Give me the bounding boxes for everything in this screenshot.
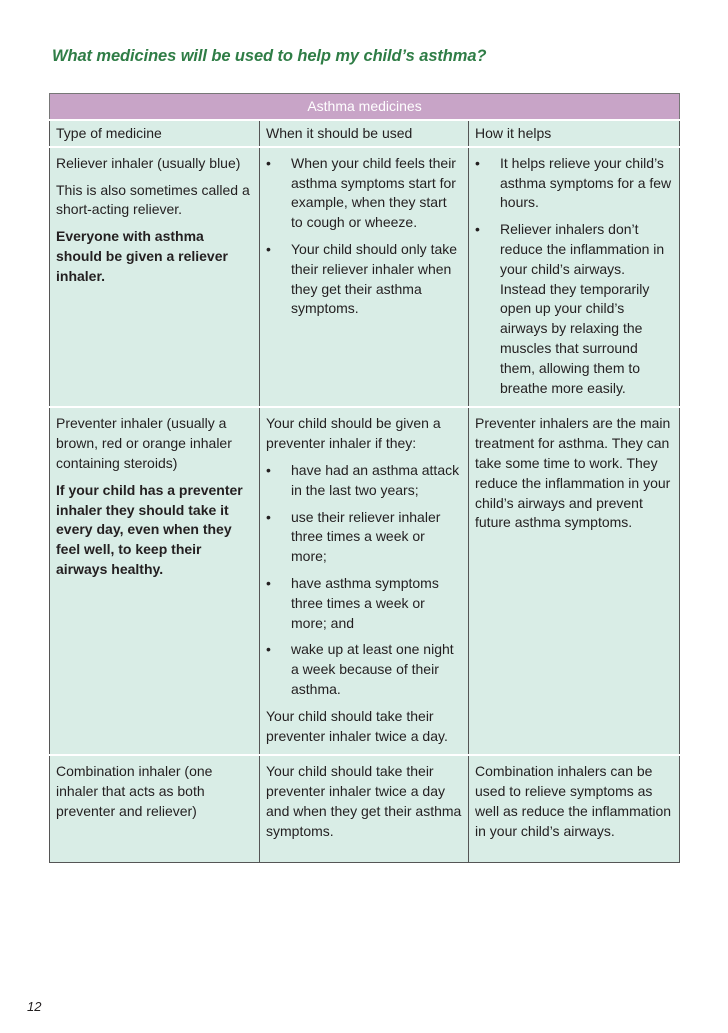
bullet-icon: • bbox=[266, 574, 271, 591]
column-header-how: How it helps bbox=[469, 120, 680, 147]
bullet-icon: • bbox=[475, 154, 480, 171]
combination-when-text: Your child should take their preventer inhaler twice a day and when they get their asthma symptoms. bbox=[266, 763, 462, 839]
table-row-reliever bbox=[50, 147, 680, 408]
combination-when-cell bbox=[260, 755, 469, 862]
list-item: • It helps relieve your child’s asthma symptoms for a few hours. bbox=[475, 154, 672, 211]
preventer-when-outro: Your child should take their preventer inhaler twice a day. bbox=[266, 707, 448, 744]
preventer-type-text: Preventer inhaler (usually a brown, red or orange inhaler containing steroids) bbox=[56, 415, 232, 471]
preventer-when-list bbox=[266, 461, 462, 700]
preventer-when-intro: Your child should be given a preventer inhaler if they: bbox=[266, 415, 441, 452]
bullet-icon: • bbox=[266, 240, 271, 257]
table-row-preventer bbox=[50, 407, 680, 755]
bullet-icon: • bbox=[266, 508, 271, 525]
list-item: • Reliever inhalers don’t reduce the inflammation in your child’s airways. Instead they temporarily open up your child’s airways by relaxing the muscles that surround them, allowing them to breathe more easily. bbox=[475, 221, 665, 396]
preventer-type-bold: If your child has a preventer inhaler they should take it every day, even when they feel well, to keep their airways healthy. bbox=[56, 481, 243, 577]
preventer-how-cell bbox=[469, 407, 680, 755]
column-header-when: When it should be used bbox=[260, 120, 469, 147]
bullet-icon: • bbox=[266, 461, 271, 478]
table-row-combination bbox=[50, 755, 680, 862]
bullet-icon: • bbox=[266, 154, 271, 171]
column-header-row bbox=[50, 120, 680, 147]
table-title: Asthma medicines bbox=[50, 94, 680, 121]
reliever-type-note: This is also sometimes called a short-acting reliever. bbox=[56, 181, 250, 218]
reliever-when-cell bbox=[260, 147, 469, 408]
page-heading: What medicines will be used to help my child’s asthma? bbox=[52, 47, 487, 65]
reliever-type-bold: Everyone with asthma should be given a reliever inhaler. bbox=[56, 228, 228, 284]
combination-type-text: Combination inhaler (one inhaler that acts as both preventer and reliever) bbox=[56, 763, 213, 819]
combination-how-text: Combination inhalers can be used to relieve symptoms as well as reduce the inflammation in your child’s airways. bbox=[475, 763, 672, 839]
table-title-row bbox=[50, 94, 680, 121]
list-item: • wake up at least one night a week because of their asthma. bbox=[266, 641, 454, 697]
bullet-icon: • bbox=[266, 641, 271, 658]
page-number: 12 bbox=[27, 999, 42, 1014]
preventer-when-cell bbox=[260, 407, 469, 755]
column-header-type: Type of medicine bbox=[50, 120, 260, 147]
reliever-how-list bbox=[475, 154, 673, 399]
combination-how-cell bbox=[469, 755, 680, 862]
list-item: • use their reliever inhaler three times a week or more; bbox=[266, 508, 441, 565]
list-item: • have asthma symptoms three times a week or more; and bbox=[266, 574, 439, 631]
preventer-type-cell bbox=[50, 407, 260, 755]
list-item: • When your child feels their asthma symptoms start for example, when they start to cough or wheeze. bbox=[266, 154, 456, 231]
combination-type-cell bbox=[50, 755, 260, 862]
reliever-type-text: Reliever inhaler (usually blue) bbox=[56, 154, 241, 171]
asthma-medicines-table bbox=[49, 93, 680, 863]
list-item: • have had an asthma attack in the last two years; bbox=[266, 461, 460, 498]
reliever-when-list bbox=[266, 154, 462, 319]
list-item: • Your child should only take their reliever inhaler when they get their asthma symptoms. bbox=[266, 240, 458, 317]
reliever-type-cell bbox=[50, 147, 260, 408]
preventer-how-text: Preventer inhalers are the main treatment for asthma. They can take some time to work. They reduce the inflammation in your child’s airways and prevent future asthma symptoms. bbox=[475, 415, 671, 531]
reliever-how-cell bbox=[469, 147, 680, 408]
bullet-icon: • bbox=[475, 221, 480, 238]
